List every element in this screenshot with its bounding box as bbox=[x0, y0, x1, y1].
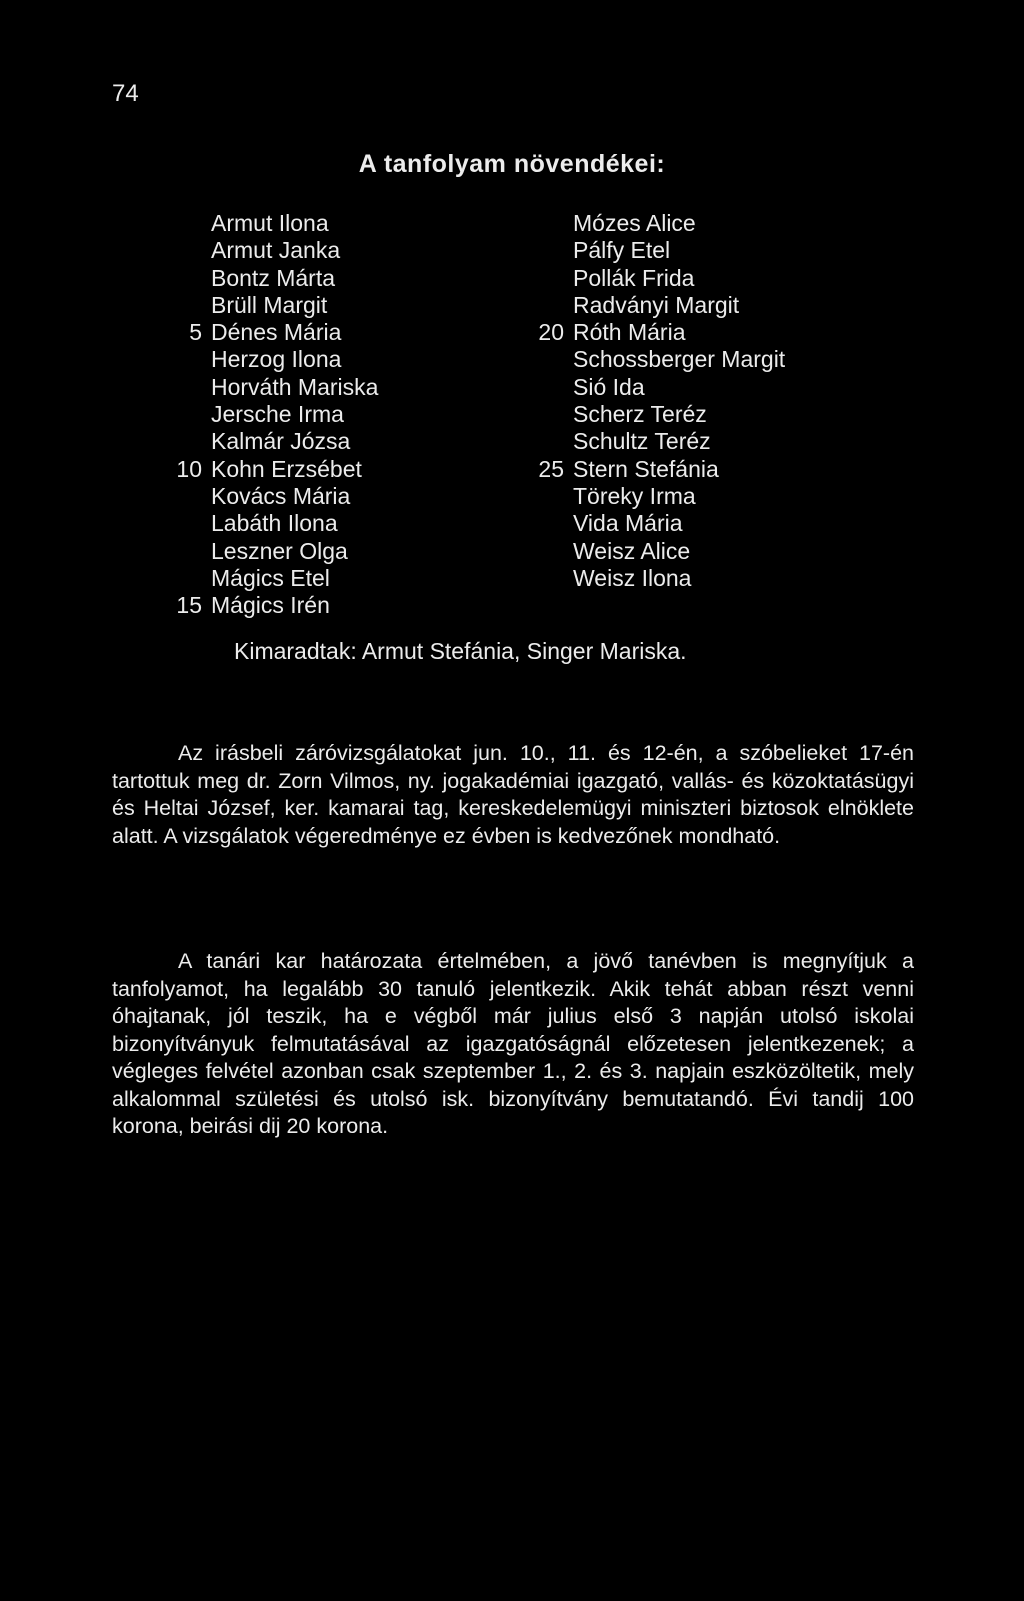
student-number bbox=[160, 237, 211, 264]
student-name: Vida Mária bbox=[573, 510, 683, 537]
student-row bbox=[522, 538, 785, 565]
student-number bbox=[522, 210, 573, 237]
student-name: Sió Ida bbox=[573, 373, 645, 400]
student-name: Herzog Ilona bbox=[211, 346, 342, 373]
student-row bbox=[522, 346, 785, 373]
student-row bbox=[522, 456, 785, 483]
student-name: Horváth Mariska bbox=[211, 373, 379, 400]
student-number bbox=[522, 237, 573, 264]
student-number bbox=[522, 483, 573, 510]
student-row bbox=[522, 565, 785, 592]
student-number bbox=[522, 292, 573, 319]
student-row bbox=[160, 265, 378, 292]
student-row bbox=[522, 210, 785, 237]
student-row bbox=[522, 510, 785, 537]
student-number bbox=[160, 292, 211, 319]
student-number bbox=[160, 538, 211, 565]
student-name: Armut Ilona bbox=[211, 210, 329, 236]
student-name: Róth Mária bbox=[573, 319, 686, 346]
student-name: Brüll Margit bbox=[211, 291, 328, 318]
student-row bbox=[160, 456, 378, 483]
student-number bbox=[522, 565, 573, 592]
student-number bbox=[160, 483, 211, 510]
student-number bbox=[522, 510, 573, 537]
student-number: 15 bbox=[176, 592, 202, 619]
student-number bbox=[160, 401, 211, 428]
student-name: Leszner Olga bbox=[211, 537, 348, 564]
student-name: Pálfy Etel bbox=[573, 237, 671, 264]
student-number bbox=[160, 428, 211, 455]
student-row bbox=[522, 319, 785, 346]
student-number bbox=[522, 401, 573, 428]
exam-paragraph: Az irásbeli záróvizsgálatokat jun. 10., 11. és 12-én, a szóbelieket 17-én tartottuk meg dr. Zorn Vilmos, ny. jogakadémiai igazgató, vallás- és közoktatásügyi és Heltai József, ker. kamarai tag, kereskedelemügyi miniszteri biztosok elnöklete alatt. A vizsgálatok végeredménye ez évben is kedvezőnek mondható. bbox=[112, 741, 914, 848]
student-number bbox=[160, 210, 211, 237]
student-row bbox=[522, 428, 785, 455]
student-row bbox=[160, 346, 378, 373]
student-number bbox=[522, 265, 573, 292]
student-row bbox=[160, 374, 378, 401]
student-number bbox=[160, 346, 211, 373]
student-row bbox=[522, 265, 785, 292]
student-row bbox=[160, 428, 378, 455]
student-name: Dénes Mária bbox=[211, 319, 342, 346]
student-row bbox=[522, 401, 785, 428]
student-list-left bbox=[160, 210, 378, 619]
student-name: Mágics Irén bbox=[211, 592, 330, 619]
student-row bbox=[160, 401, 378, 428]
student-name: Weisz Alice bbox=[573, 537, 691, 564]
student-number bbox=[160, 265, 211, 292]
student-name: Jersche Irma bbox=[211, 401, 344, 428]
student-list-right bbox=[522, 210, 785, 592]
student-number bbox=[522, 428, 573, 455]
student-number bbox=[160, 374, 211, 401]
student-name: Labáth Ilona bbox=[211, 510, 338, 537]
student-number: 20 bbox=[538, 319, 564, 346]
student-row bbox=[522, 374, 785, 401]
student-row bbox=[522, 292, 785, 319]
student-number: 25 bbox=[538, 455, 564, 482]
student-row bbox=[160, 237, 378, 264]
student-number: 5 bbox=[189, 319, 202, 346]
student-name: Bontz Márta bbox=[211, 264, 335, 291]
student-row bbox=[160, 319, 378, 346]
student-row bbox=[160, 565, 378, 592]
student-name: Scherz Teréz bbox=[573, 401, 707, 428]
student-name: Schultz Teréz bbox=[573, 428, 711, 455]
student-number bbox=[160, 510, 211, 537]
student-name: Schossberger Margit bbox=[573, 346, 786, 373]
remaining-students-note: Kimaradtak: Armut Stefánia, Singer Mariska. bbox=[234, 638, 687, 664]
student-name: Töreky Irma bbox=[573, 482, 696, 509]
student-number bbox=[522, 374, 573, 401]
page-title: A tanfolyam növendékei: bbox=[358, 150, 666, 178]
student-number bbox=[522, 538, 573, 565]
student-number: 10 bbox=[176, 455, 202, 482]
student-row bbox=[160, 210, 378, 237]
student-row bbox=[522, 237, 785, 264]
student-name: Kalmár Józsa bbox=[211, 428, 351, 455]
enrollment-paragraph: A tanári kar határozata értelmében, a jövő tanévben is megnyítjuk a tanfolyamot, ha legalább 30 tanuló jelentkezik. Akik tehát abban részt venni óhajtanak, jól teszik, ha e végből már julius első 3 napján utolsó iskolai bizonyítványuk felmutatásával az igazgatóságnál előzetesen jelentkezenek; a végleges felvétel azonban csak szeptember 1., 2. és 3. napjain eszközöltetik, mely alkalommal születési és utolsó isk. bizonyítvány bemutatandó. Évi tandij 100 korona, beirási dij 20 korona. bbox=[112, 949, 914, 1138]
student-name: Pollák Frida bbox=[573, 264, 695, 291]
student-row bbox=[160, 538, 378, 565]
student-number bbox=[522, 346, 573, 373]
student-name: Radványi Margit bbox=[573, 291, 740, 318]
student-name: Kovács Mária bbox=[211, 482, 351, 509]
student-name: Mágics Etel bbox=[211, 564, 330, 591]
student-row bbox=[160, 592, 378, 619]
page-number: 74 bbox=[112, 80, 139, 107]
student-row bbox=[160, 292, 378, 319]
student-name: Kohn Erzsébet bbox=[211, 455, 362, 482]
student-row bbox=[160, 483, 378, 510]
student-name: Armut Janka bbox=[211, 237, 341, 264]
student-name: Stern Stefánia bbox=[573, 455, 719, 482]
student-name: Mózes Alice bbox=[573, 210, 696, 236]
student-row bbox=[160, 510, 378, 537]
student-row bbox=[522, 483, 785, 510]
student-number bbox=[160, 565, 211, 592]
student-name: Weisz Ilona bbox=[573, 564, 692, 591]
